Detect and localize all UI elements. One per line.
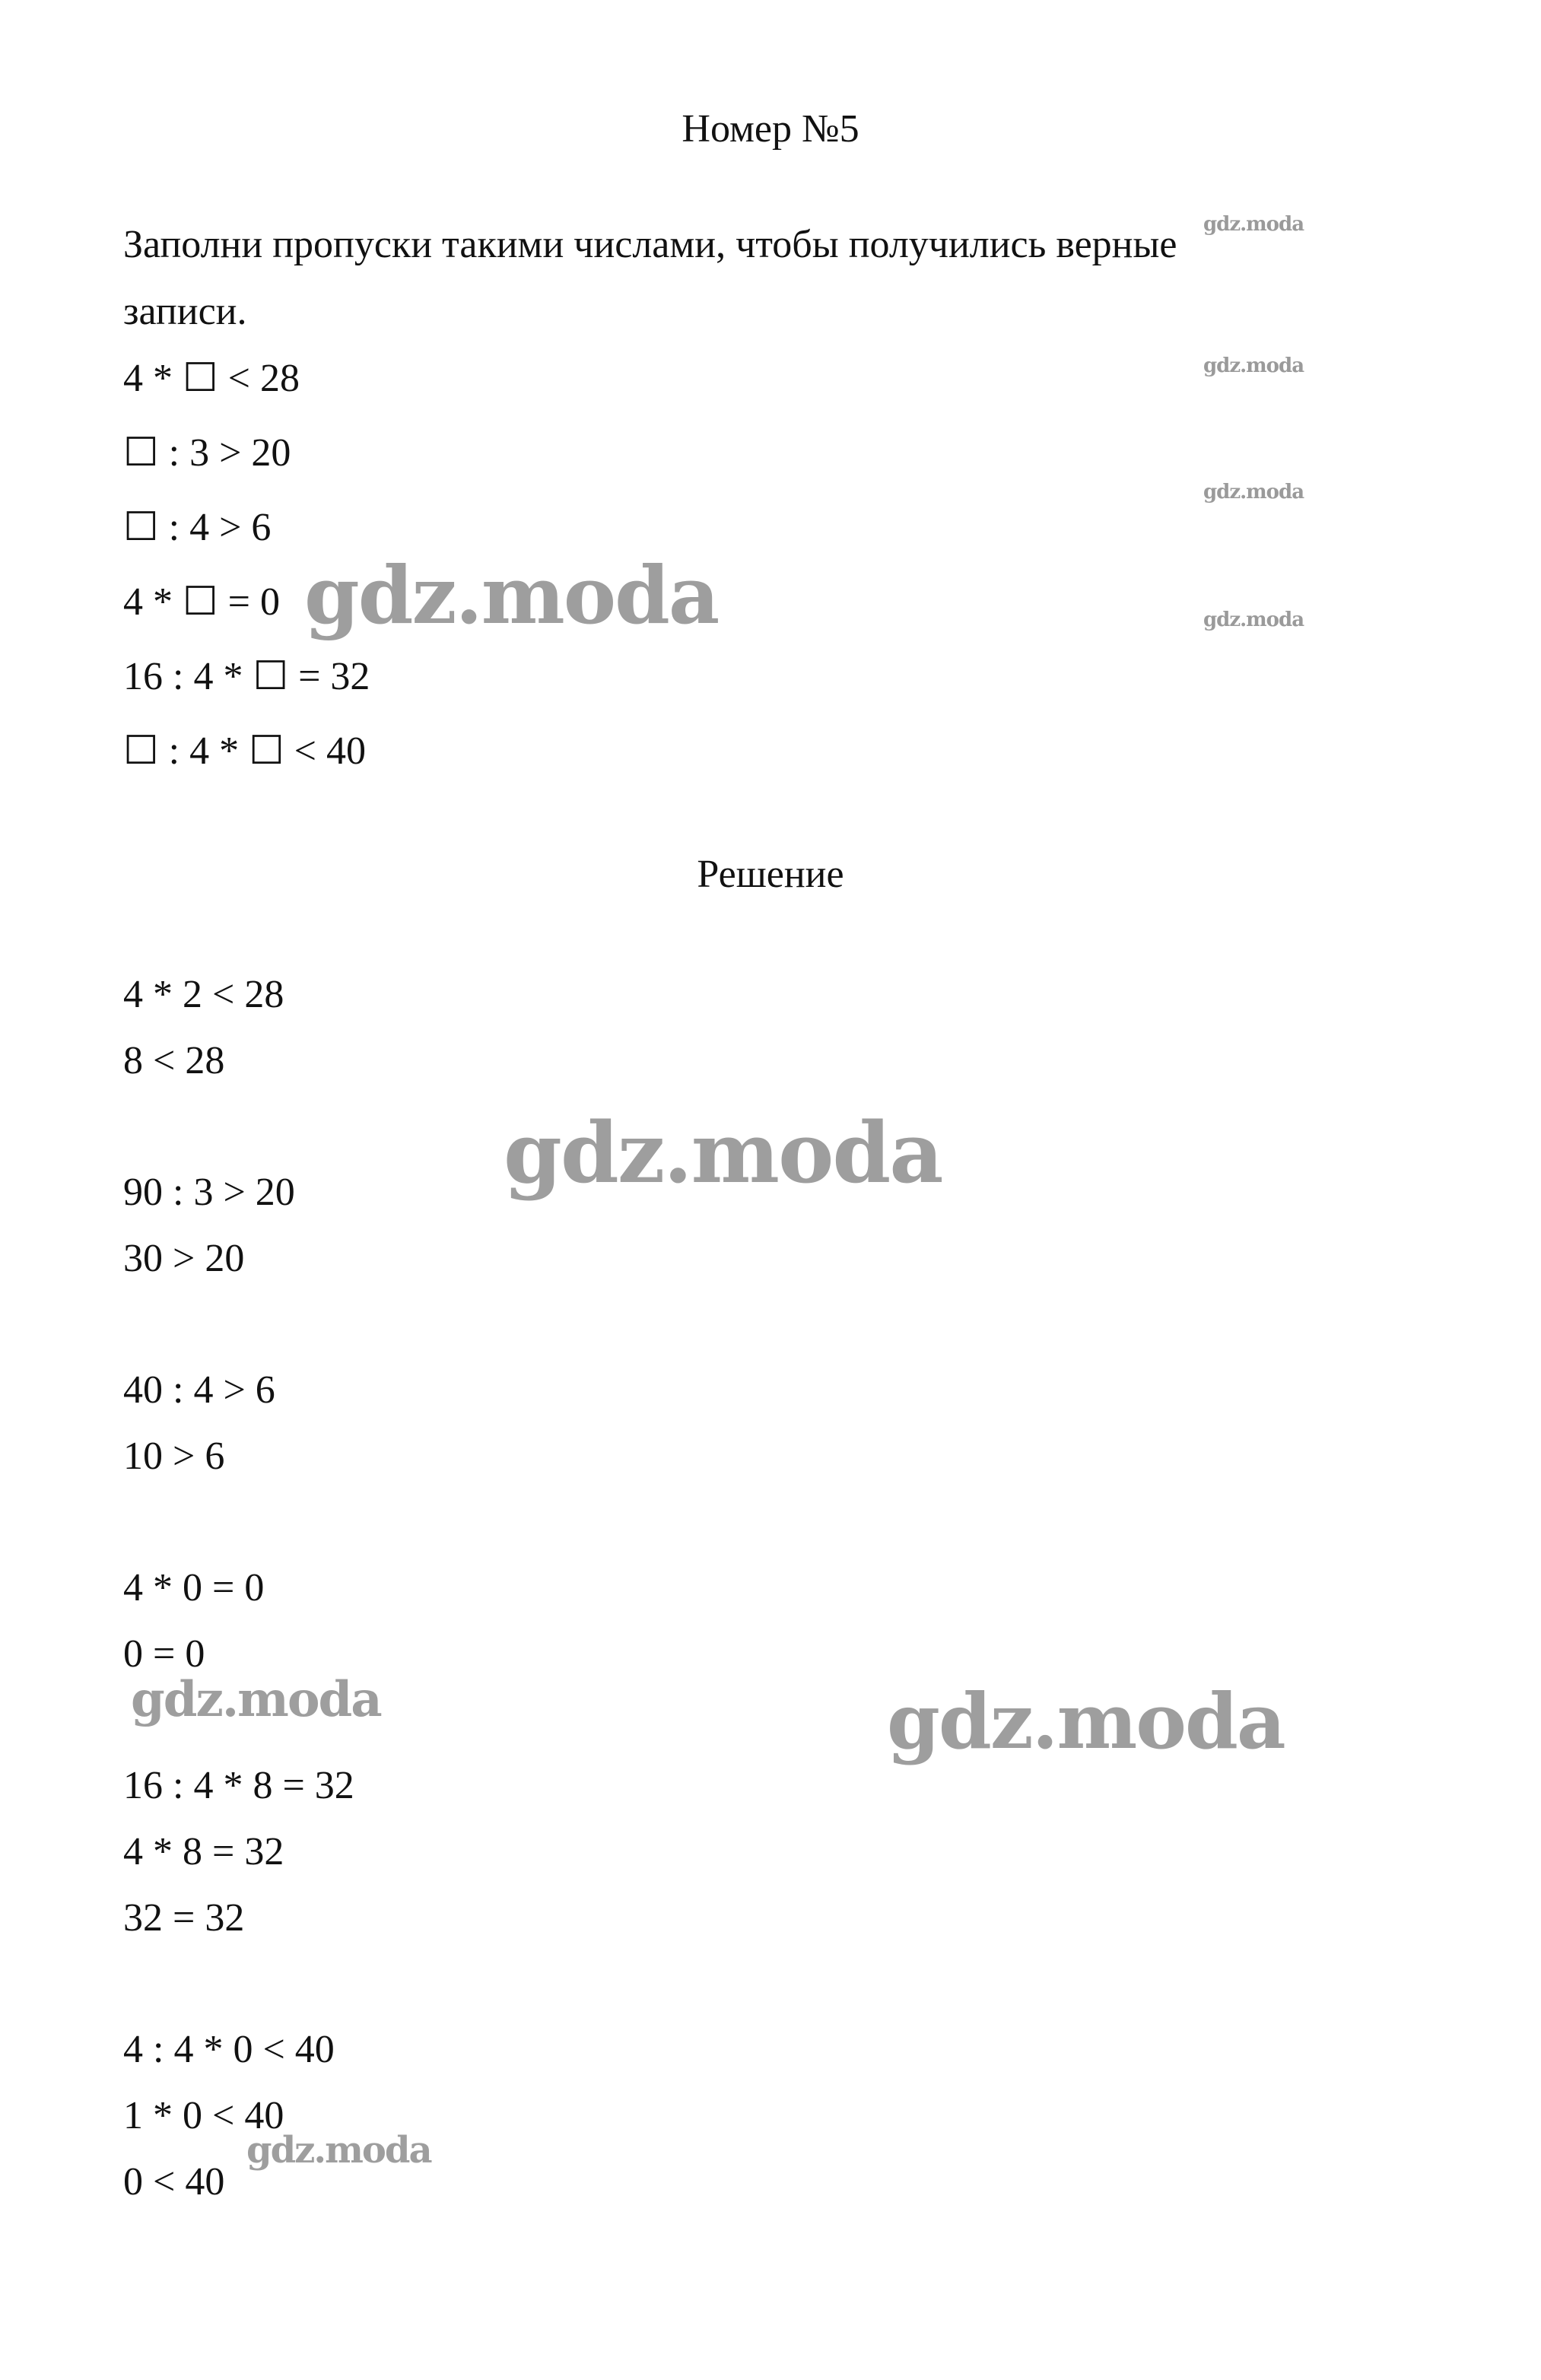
task-expression-5: 16 : 4 * ☐ = 32: [123, 655, 370, 698]
task-text-line-2: записи.: [123, 290, 247, 333]
watermark: gdz.moda: [887, 1676, 1285, 1766]
task-expression-6: ☐ : 4 * ☐ < 40: [123, 729, 367, 773]
watermark: gdz.moda: [1203, 609, 1304, 631]
solution-heading: Решение: [697, 853, 844, 896]
solution-step-3: 90 : 3 > 20: [123, 1171, 295, 1214]
watermark: gdz.moda: [246, 2129, 431, 2172]
task-expression-4: 4 * ☐ = 0: [123, 580, 280, 624]
solution-step-8: 0 = 0: [123, 1632, 205, 1676]
solution-step-9: 16 : 4 * 8 = 32: [123, 1764, 354, 1807]
task-expression-2: ☐ : 3 > 20: [123, 431, 291, 475]
task-expression-1: 4 * ☐ < 28: [123, 357, 300, 400]
solution-step-7: 4 * 0 = 0: [123, 1566, 265, 1609]
page-title: Номер №5: [682, 107, 859, 151]
solution-step-6: 10 > 6: [123, 1435, 225, 1478]
solution-step-5: 40 : 4 > 6: [123, 1368, 275, 1412]
watermark: gdz.moda: [1203, 213, 1304, 236]
watermark: gdz.moda: [131, 1671, 381, 1728]
solution-step-1: 4 * 2 < 28: [123, 973, 284, 1016]
solution-step-4: 30 > 20: [123, 1237, 245, 1280]
solution-step-14: 0 < 40: [123, 2160, 225, 2204]
solution-step-10: 4 * 8 = 32: [123, 1830, 284, 1873]
solution-step-2: 8 < 28: [123, 1039, 225, 1082]
watermark: gdz.moda: [304, 548, 719, 642]
watermark: gdz.moda: [1203, 354, 1304, 377]
solution-step-12: 4 : 4 * 0 < 40: [123, 2028, 335, 2071]
watermark: gdz.moda: [1203, 481, 1304, 504]
solution-step-11: 32 = 32: [123, 1896, 245, 1940]
watermark: gdz.moda: [504, 1104, 942, 1202]
solution-step-13: 1 * 0 < 40: [123, 2094, 284, 2137]
task-text-line-1: Заполни пропуски такими числами, чтобы получились верные: [123, 223, 1177, 266]
task-expression-3: ☐ : 4 > 6: [123, 506, 272, 549]
